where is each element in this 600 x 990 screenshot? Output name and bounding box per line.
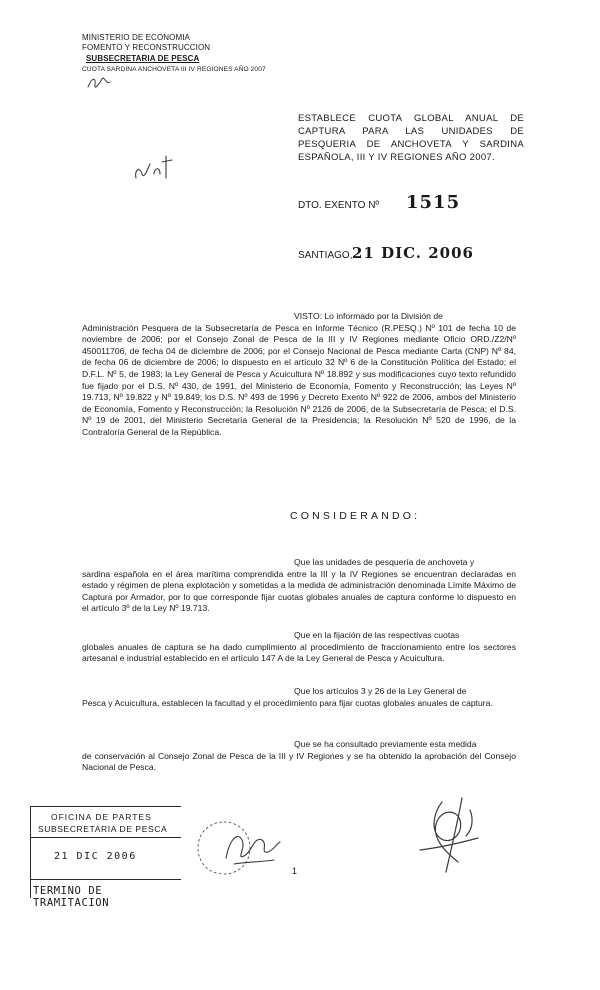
place-label: SANTIAGO, <box>298 250 353 261</box>
considerando-item <box>82 686 516 709</box>
oficina-partes-stamp <box>30 806 181 909</box>
considerando-lead: Que los artículos 3 y 26 de la Ley General de <box>294 686 467 696</box>
considerando-body: de conservación al Consejo Zonal de Pesca de la III y IV Regiones y se ha obtenido la aprobación del Consejo Nacional de Pesca. <box>82 750 516 773</box>
considerando-item <box>82 630 516 665</box>
considerando-lead: Que se ha consultado previamente esta medida <box>294 739 477 749</box>
ministry-subline: FOMENTO Y RECONSTRUCCION <box>82 43 211 52</box>
stamp-date: 21 DIC 2006 <box>54 851 137 862</box>
considerando-body: globales anuales de captura se ha dado cumplimiento al procedimiento de fraccionamiento entre los sectores artesanal e industrial establecido en el artículo 147 A de la Ley General de Pesca y Acuicultura. <box>82 641 516 664</box>
ministry-line: MINISTERIO DE ECONOMIA <box>82 33 190 42</box>
stamp-divider <box>31 879 181 880</box>
considerando-item <box>82 557 516 615</box>
decree-number: 1515 <box>406 192 461 213</box>
visto-lead: VISTO: Lo informado por la División de <box>294 311 443 321</box>
decree-title: ESTABLECE CUOTA GLOBAL ANUAL DE CAPTURA PARA LAS UNIDADES DE PESQUERIA DE ANCHOVETA Y SARDINA ESPAÑOLA, III Y IV REGIONES AÑO 2007. <box>298 113 524 163</box>
signature <box>216 818 286 878</box>
signature <box>400 790 490 880</box>
considerando-body: sardina española en el área marítima comprendida entre la III y la IV Regiones se encuentran declaradas en estado y régimen de plena explotación y sometidas a la medida de administración denominada Límite Máximo de Captura por Armador, por lo que corresponde fijar cuotas globales anuales de captura conforme lo dispuesto en el artículo 3º de la Ley Nº 19.713. <box>82 568 516 614</box>
page-mark: 1 <box>292 866 298 876</box>
considerando-heading: CONSIDERANDO: <box>290 510 421 522</box>
decree-date: 21 DIC. 2006 <box>352 244 474 262</box>
stamp-office: OFICINA DE PARTES <box>51 812 152 822</box>
considerando-lead: Que las unidades de pesquería de anchoveta y <box>294 557 475 567</box>
decree-label: DTO. EXENTO Nº <box>298 200 380 211</box>
considerando-lead: Que en la fijación de las respectivas cuotas <box>294 630 460 640</box>
stamp-divider <box>31 837 181 838</box>
stamp-subsecretaria: SUBSECRETARIA DE PESCA <box>38 824 168 834</box>
subsecretaria-line: SUBSECRETARIA DE PESCA <box>86 54 200 63</box>
visto-body: Administración Pesquera de la Subsecretaría de Pesca en Informe Técnico (R.PESQ.) Nº 101 de fecha 10 de noviembre de 2006; por el Consejo Zonal de Pesca de la III y IV Regiones mediante Oficio ORD./Z2/Nº 450011706, de fecha 04 de diciembre de 2006; por el Consejo Nacional de Pesca mediante Carta (CNP) Nº 84, de fecha 06 de diciembre de 2006; lo dispuesto en el artículo 32 Nº 6 de la Constitución Política del Estado; el D.F.L. Nº 5, de 1983; la Ley General de Pesca y Acuicultura Nº 18.892 y sus modificaciones cuyo texto refundido fue fijado por el D.S. Nº 430, de 1991, del Ministerio de Economía, Fomento y Reconstrucción; las Leyes Nº 19.713, Nº 19.822 y Nº 19.849; los D.S. Nº 493 de 1996 y Decreto Exento Nº 922 de 2006, ambos del Ministerio de Economía, Fomento y Reconstrucción; la Resolución Nº 2126 de 2006, de la Subsecretaría de Pesca; el D.S. Nº 19 de 2001, del Ministerio Secretaría General de la Presidencia; la Resolución Nº 520 de 1996, de la Contraloría General de la República. <box>82 322 516 437</box>
considerando-body: Pesca y Acuicultura, establecen la facultad y el procedimiento para fijar cuotas globales anuales de captura. <box>82 697 493 708</box>
visto-paragraph <box>82 311 516 439</box>
initials-mark <box>86 73 116 93</box>
considerando-item <box>82 739 516 774</box>
file-reference: CUOTA SARDINA ANCHOVETA III IV REGIONES AÑO 2007 <box>82 66 266 73</box>
handwritten-note <box>132 148 178 188</box>
stamp-footer: TERMINO DE TRAMITACION <box>33 885 110 909</box>
